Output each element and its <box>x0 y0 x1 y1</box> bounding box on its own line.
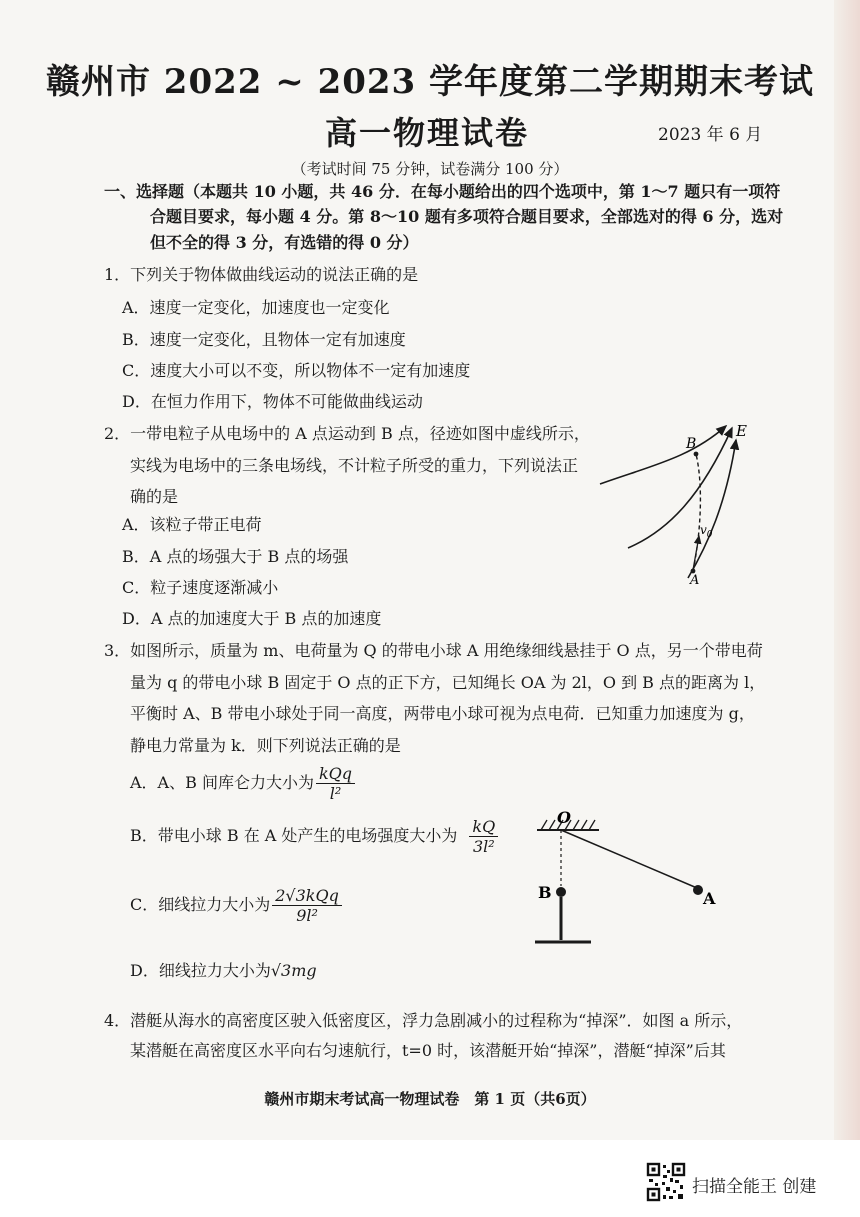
q3-stem-line4: 静电力常量为 k．则下列说法正确的是 <box>130 736 401 755</box>
q3-c-fraction: $\frac{\text{2√3kQq}}{\text{9l²}}$ <box>272 886 342 925</box>
ball-b <box>556 887 566 897</box>
particle-trajectory <box>693 454 700 571</box>
q2-stem-line1: 2．一带电粒子从电场中的 A 点运动到 B 点，径迹如图中虚线所示， <box>104 424 590 443</box>
q3-stem-line1: 3．如图所示，质量为 m、电荷量为 Q 的带电小球 A 用绝缘细线悬挂于 O 点，另一个带电荷 <box>104 641 763 660</box>
label-e: E <box>736 422 747 440</box>
section-heading-line2: 合题目要求，每小题 4 分。第 8～10 题有多项符合题目要求，全部选对的得 6 分，选对 <box>150 207 784 226</box>
q3-b-fraction: $\frac{kQ}{\text{3l²}}$ <box>469 817 498 856</box>
exam-date: 2023 年 6 月 <box>658 125 763 145</box>
q3-option-d: D．细线拉力大小为√3mg <box>130 961 317 980</box>
q3-stem-line2: 量为 q 的带电小球 B 固定于 O 点的正下方，已知绳长 OA 为 2l，O 到 B 点的距离为 l， <box>130 673 766 692</box>
label-a: A <box>703 889 716 908</box>
q3-stem-line3: 平衡时 A、B 带电小球处于同一高度，两带电小球可视为点电荷．已知重力加速度为 g， <box>130 704 755 723</box>
page-title: 赣州市 2022 ~ 2023 学年度第二学期期末考试 <box>45 62 815 102</box>
q1-option-d: D．在恒力作用下，物体不可能做曲线运动 <box>122 392 423 411</box>
page-subtitle: 高一物理试卷 <box>325 114 530 152</box>
q2-stem-line2: 实线为电场中的三条电场线，不计粒子所受的重力，下列说法正 <box>130 456 579 475</box>
label-o: O <box>557 808 571 827</box>
q1-option-c: C．速度大小可以不变，所以物体不一定有加速度 <box>122 361 471 380</box>
point-b-dot <box>694 452 699 457</box>
section-heading-line3: 但不全的得 3 分，有选错的得 0 分） <box>150 233 419 252</box>
q3-a-fraction: $\frac{\text{kQq}}{\text{l²}}$ <box>316 764 355 803</box>
q1-option-b: B．速度一定变化，且物体一定有加速度 <box>122 330 406 349</box>
page-footer: 赣州市期末考试高一物理试卷 第 1 页（共6页） <box>264 1090 596 1108</box>
label-b: B <box>538 883 552 902</box>
q2-option-c: C．粒子速度逐渐减小 <box>122 578 279 597</box>
q3-option-b: B．带电小球 B 在 A 处产生的电场强度大小为 $\frac{kQ}{\text{3l²}}$ <box>130 816 498 856</box>
q3-option-c: C．细线拉力大小为 $\frac{\text{2√3kQq}}{\text{9l²}}$ <box>130 885 342 925</box>
q2-field-figure <box>590 418 770 586</box>
ball-a <box>693 885 703 895</box>
field-line-middle <box>628 428 732 548</box>
q2-stem-line3: 确的是 <box>130 487 179 506</box>
q3-pendulum-figure <box>525 808 735 950</box>
q1-stem: 1．下列关于物体做曲线运动的说法正确的是 <box>104 265 419 284</box>
scanner-brand-text: 扫描全能王 创建 <box>692 1177 817 1197</box>
q3-option-a: A．A、B 间库仑力大小为 $\frac{\text{kQq}}{\text{l²}}$ <box>130 763 355 803</box>
qr-code-icon <box>646 1162 686 1202</box>
label-a: A <box>690 573 700 586</box>
q2-option-d: D．A 点的加速度大于 B 点的加速度 <box>122 609 382 628</box>
q2-option-b: B．A 点的场强大于 B 点的场强 <box>122 547 349 566</box>
label-b: B <box>686 436 697 452</box>
q4-line1: 4．潜艇从海水的高密度区驶入低密度区，浮力急剧减小的过程称为“掉深”．如图 a 所示， <box>104 1011 743 1030</box>
q1-option-a: A．速度一定变化，加速度也一定变化 <box>122 298 390 317</box>
section-heading-line1: 一、选择题（本题共 10 小题，共 46 分．在每小题给出的四个选项中，第 1～7 题只有一项符 <box>104 182 781 201</box>
label-v0: $v_0$ <box>700 523 713 540</box>
exam-info: （考试时间 75 分钟，试卷满分 100 分） <box>291 160 569 178</box>
q2-option-a: A．该粒子带正电荷 <box>122 515 262 534</box>
string-oa <box>561 830 697 888</box>
q4-line2: 某潜艇在高密度区水平向右匀速航行，t=0 时，该潜艇开始“掉深”，潜艇“掉深”后其 <box>130 1041 726 1060</box>
